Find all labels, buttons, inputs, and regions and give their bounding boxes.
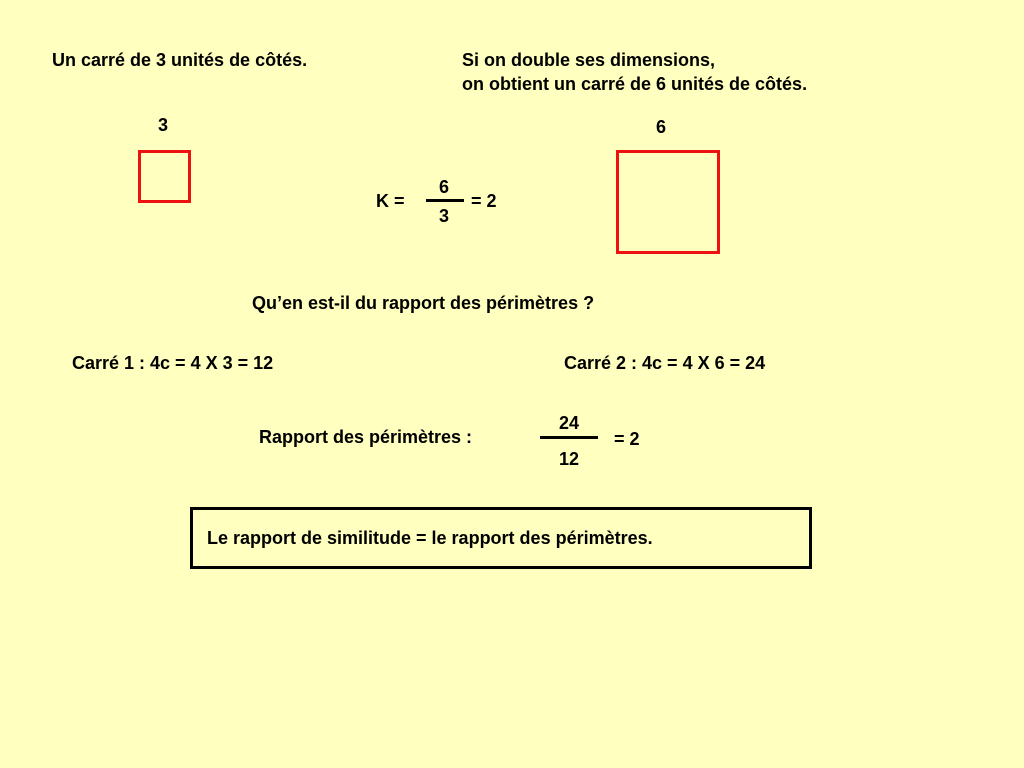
- intro-right-line-2: on obtient un carré de 6 unités de côtés.: [462, 74, 808, 94]
- perimeter-ratio-numerator: 24: [558, 413, 580, 433]
- perimeter-square-1: Carré 1 : 4c = 4 X 3 = 12: [72, 353, 274, 373]
- k-ratio-prefix: K =: [376, 191, 405, 211]
- question-text: Qu’en est-il du rapport des périmètres ?: [252, 293, 595, 313]
- big-square: [616, 150, 720, 254]
- intro-right-line-1: Si on double ses dimensions,: [462, 50, 716, 70]
- k-ratio-numerator: 6: [438, 177, 449, 197]
- small-square: [138, 150, 191, 203]
- k-ratio-fraction-bar: [426, 199, 464, 202]
- perimeter-square-2: Carré 2 : 4c = 4 X 6 = 24: [564, 353, 766, 373]
- perimeter-ratio-label: Rapport des périmètres :: [259, 427, 473, 447]
- k-ratio-denominator: 3: [438, 206, 449, 226]
- intro-left-text: Un carré de 3 unités de côtés.: [52, 50, 308, 70]
- perimeter-ratio-result: = 2: [614, 429, 640, 449]
- big-square-label: 6: [655, 117, 666, 137]
- conclusion-text: Le rapport de similitude = le rapport des périmètres.: [207, 528, 653, 548]
- conclusion-box: [190, 507, 812, 569]
- perimeter-ratio-fraction-bar: [540, 436, 598, 439]
- k-ratio-result: = 2: [471, 191, 497, 211]
- perimeter-ratio-denominator: 12: [558, 449, 580, 469]
- small-square-label: 3: [157, 115, 168, 135]
